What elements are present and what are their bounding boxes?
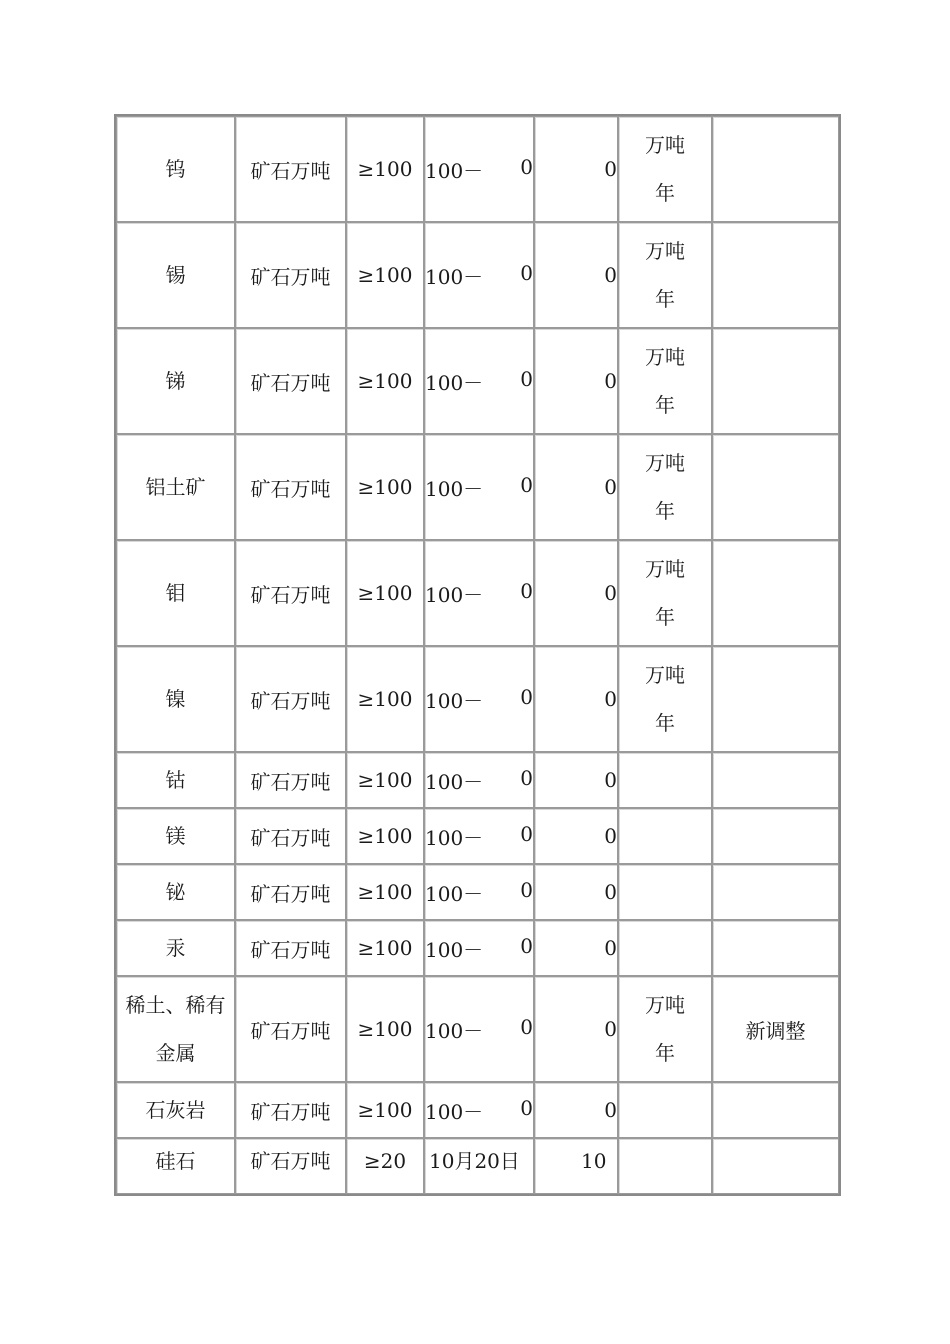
scale-unit-line2: 年 bbox=[655, 1041, 675, 1065]
table-row bbox=[116, 864, 839, 920]
note-cell bbox=[712, 808, 839, 864]
unit-cell: 矿石万吨 bbox=[235, 646, 346, 752]
threshold-cell: ≥100 bbox=[346, 540, 424, 646]
note-cell: 新调整 bbox=[712, 976, 839, 1082]
note-cell bbox=[712, 434, 839, 540]
range-end: 0 bbox=[520, 765, 533, 790]
threshold-cell: ≥20 bbox=[346, 1138, 424, 1194]
scale-unit-cell bbox=[618, 752, 712, 808]
range-cell bbox=[424, 434, 534, 540]
range-cell bbox=[424, 222, 534, 328]
scale-unit-cell bbox=[618, 1138, 712, 1194]
range-start: 100－ bbox=[425, 688, 484, 713]
small-scale-cell: 0 bbox=[534, 864, 618, 920]
unit-cell: 矿石万吨 bbox=[235, 328, 346, 434]
unit-cell: 矿石万吨 bbox=[235, 808, 346, 864]
unit-cell: 矿石万吨 bbox=[235, 752, 346, 808]
scale-unit-line1: 万吨 bbox=[645, 133, 685, 157]
table-row bbox=[116, 328, 839, 434]
unit-cell: 矿石万吨 bbox=[235, 864, 346, 920]
range-cell bbox=[424, 976, 534, 1082]
table-row bbox=[116, 116, 839, 222]
note-cell bbox=[712, 646, 839, 752]
threshold-cell: ≥100 bbox=[346, 646, 424, 752]
small-scale-cell: 0 bbox=[534, 808, 618, 864]
scale-unit-line1: 万吨 bbox=[645, 239, 685, 263]
note-cell bbox=[712, 222, 839, 328]
scale-unit-line2: 年 bbox=[655, 605, 675, 629]
range-end: 0 bbox=[520, 1014, 533, 1039]
scale-unit-cell bbox=[618, 1082, 712, 1138]
range-start: 100－ bbox=[425, 264, 484, 289]
unit-cell: 矿石万吨 bbox=[235, 116, 346, 222]
threshold-cell: ≥100 bbox=[346, 434, 424, 540]
table-row bbox=[116, 808, 839, 864]
table-row bbox=[116, 540, 839, 646]
scale-unit-cell bbox=[618, 328, 712, 434]
table-row bbox=[116, 976, 839, 1082]
range-end: 0 bbox=[520, 821, 533, 846]
threshold-cell: ≥100 bbox=[346, 328, 424, 434]
unit-cell: 矿石万吨 bbox=[235, 920, 346, 976]
table-row bbox=[116, 434, 839, 540]
small-scale-cell: 0 bbox=[534, 976, 618, 1082]
range-end: 0 bbox=[520, 877, 533, 902]
range-cell: 10月20日 bbox=[424, 1138, 534, 1194]
note-cell bbox=[712, 328, 839, 434]
small-scale-cell: 0 bbox=[534, 222, 618, 328]
note-cell bbox=[712, 1138, 839, 1194]
unit-cell: 矿石万吨 bbox=[235, 1082, 346, 1138]
scale-unit-line1: 万吨 bbox=[645, 993, 685, 1017]
mineral-name: 铋 bbox=[116, 864, 235, 920]
range-start: 100－ bbox=[425, 769, 484, 794]
mineral-name: 钨 bbox=[116, 116, 235, 222]
mineral-name-line1: 稀土、稀有 bbox=[125, 993, 226, 1017]
range-start: 100－ bbox=[425, 476, 484, 501]
mineral-name: 硅石 bbox=[116, 1138, 235, 1194]
scale-unit-line1: 万吨 bbox=[645, 557, 685, 581]
range-start: 100－ bbox=[425, 370, 484, 395]
small-scale-cell: 0 bbox=[534, 540, 618, 646]
scale-unit-cell bbox=[618, 976, 712, 1082]
range-cell bbox=[424, 328, 534, 434]
range-start: 100－ bbox=[425, 582, 484, 607]
mineral-name: 钼 bbox=[116, 540, 235, 646]
small-scale-cell: 0 bbox=[534, 646, 618, 752]
range-cell bbox=[424, 752, 534, 808]
note-cell bbox=[712, 1082, 839, 1138]
mineral-name: 铝土矿 bbox=[116, 434, 235, 540]
small-scale-cell: 10 bbox=[534, 1138, 618, 1194]
range-cell bbox=[424, 1082, 534, 1138]
scale-unit-line2: 年 bbox=[655, 711, 675, 735]
note-cell bbox=[712, 864, 839, 920]
range-cell bbox=[424, 920, 534, 976]
range-start: 100－ bbox=[425, 825, 484, 850]
scale-unit-line2: 年 bbox=[655, 181, 675, 205]
note-cell bbox=[712, 920, 839, 976]
range-end: 0 bbox=[520, 472, 533, 497]
range-start: 100－ bbox=[425, 1018, 484, 1043]
table-row bbox=[116, 1138, 839, 1194]
scale-unit-line2: 年 bbox=[655, 499, 675, 523]
range-end: 0 bbox=[520, 154, 533, 179]
range-start: 100－ bbox=[425, 881, 484, 906]
small-scale-cell: 0 bbox=[534, 328, 618, 434]
range-end: 0 bbox=[520, 684, 533, 709]
small-scale-cell: 0 bbox=[534, 116, 618, 222]
threshold-cell: ≥100 bbox=[346, 920, 424, 976]
range-cell bbox=[424, 116, 534, 222]
mineral-name: 锡 bbox=[116, 222, 235, 328]
range-cell bbox=[424, 540, 534, 646]
mineral-name: 镁 bbox=[116, 808, 235, 864]
unit-cell: 矿石万吨 bbox=[235, 976, 346, 1082]
scale-unit-cell bbox=[618, 434, 712, 540]
scale-unit-line1: 万吨 bbox=[645, 345, 685, 369]
scale-unit-cell bbox=[618, 540, 712, 646]
mineral-name-line2: 金属 bbox=[155, 1041, 196, 1065]
scale-unit-cell bbox=[618, 920, 712, 976]
table-row bbox=[116, 1082, 839, 1138]
table-row bbox=[116, 222, 839, 328]
table-row bbox=[116, 646, 839, 752]
threshold-cell: ≥100 bbox=[346, 864, 424, 920]
mineral-name: 锑 bbox=[116, 328, 235, 434]
range-start: 100－ bbox=[425, 1099, 484, 1124]
mineral-name: 镍 bbox=[116, 646, 235, 752]
range-end: 0 bbox=[520, 260, 533, 285]
note-cell bbox=[712, 752, 839, 808]
small-scale-cell: 0 bbox=[534, 920, 618, 976]
scale-unit-cell bbox=[618, 646, 712, 752]
mineral-name: 汞 bbox=[116, 920, 235, 976]
scale-unit-cell bbox=[618, 864, 712, 920]
scale-unit-line1: 万吨 bbox=[645, 663, 685, 687]
threshold-cell: ≥100 bbox=[346, 752, 424, 808]
range-end: 0 bbox=[520, 933, 533, 958]
mineral-name: 钴 bbox=[116, 752, 235, 808]
table-row bbox=[116, 920, 839, 976]
table-row bbox=[116, 752, 839, 808]
small-scale-cell: 0 bbox=[534, 434, 618, 540]
scale-unit-cell bbox=[618, 116, 712, 222]
mineral-scale-table bbox=[114, 114, 841, 1196]
mineral-name: 石灰岩 bbox=[116, 1082, 235, 1138]
threshold-cell: ≥100 bbox=[346, 116, 424, 222]
threshold-cell: ≥100 bbox=[346, 976, 424, 1082]
range-start: 100－ bbox=[425, 158, 484, 183]
unit-cell: 矿石万吨 bbox=[235, 434, 346, 540]
scale-unit-cell bbox=[618, 222, 712, 328]
scale-unit-line2: 年 bbox=[655, 287, 675, 311]
threshold-cell: ≥100 bbox=[346, 808, 424, 864]
small-scale-cell: 0 bbox=[534, 1082, 618, 1138]
threshold-cell: ≥100 bbox=[346, 222, 424, 328]
mineral-name bbox=[116, 976, 235, 1082]
range-end: 0 bbox=[520, 366, 533, 391]
scale-unit-line2: 年 bbox=[655, 393, 675, 417]
scale-unit-cell bbox=[618, 808, 712, 864]
small-scale-cell: 0 bbox=[534, 752, 618, 808]
unit-cell: 矿石万吨 bbox=[235, 222, 346, 328]
range-end: 0 bbox=[520, 1095, 533, 1120]
range-cell bbox=[424, 808, 534, 864]
threshold-cell: ≥100 bbox=[346, 1082, 424, 1138]
unit-cell: 矿石万吨 bbox=[235, 1138, 346, 1194]
note-cell bbox=[712, 116, 839, 222]
note-cell bbox=[712, 540, 839, 646]
range-cell bbox=[424, 646, 534, 752]
unit-cell: 矿石万吨 bbox=[235, 540, 346, 646]
range-start: 100－ bbox=[425, 937, 484, 962]
scale-unit-line1: 万吨 bbox=[645, 451, 685, 475]
range-end: 0 bbox=[520, 578, 533, 603]
range-cell bbox=[424, 864, 534, 920]
